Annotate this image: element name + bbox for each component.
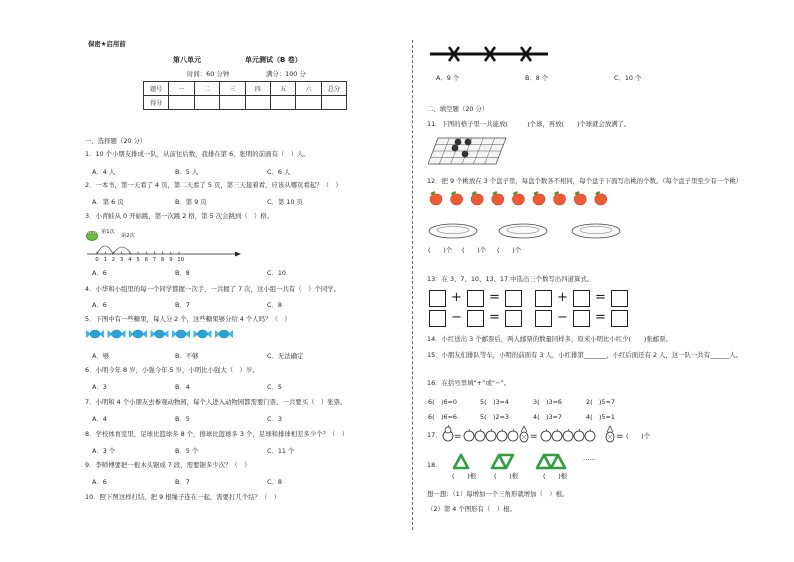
score-label: 满分：100 分	[266, 70, 306, 78]
option-b[interactable]: B．5	[175, 415, 190, 423]
apple-group	[464, 429, 518, 441]
number-line-tick-label: 0	[95, 257, 99, 262]
equals-sign: =	[454, 432, 462, 442]
score-input-cell[interactable]	[194, 96, 219, 110]
ball-icon	[452, 145, 459, 152]
equation-box[interactable]	[505, 290, 522, 307]
number-line-tick-label: 2	[111, 257, 116, 262]
candy-row-figure	[86, 327, 246, 341]
triangle-pattern-2	[492, 455, 513, 468]
option-c[interactable]: C．10	[267, 269, 286, 277]
jump-label-1: 第1次	[101, 229, 115, 235]
question-11: 11．下图的格子里一共能放( )个球，再放( )个球就会放满了。	[427, 120, 631, 128]
triangle-fill-blank[interactable]: ( )根	[543, 472, 568, 480]
number-line-tick-label: 6	[144, 257, 148, 262]
question-4: 4．小华和小组里的每一个同学都握一次手，一共握了 7 次，这小组一共有（ ）个同学。	[85, 285, 341, 293]
score-table-header-row	[144, 82, 347, 96]
question-8: 8．学校体育室里，足球比篮球多 8 个，排球比篮球多 3 个，足球和排球相差多少个？（ ）	[85, 430, 349, 438]
option-b[interactable]: B．7	[175, 301, 190, 309]
number-line-arrow	[235, 252, 241, 257]
option-c[interactable]: C．5	[267, 383, 282, 391]
score-cell: 五	[270, 82, 295, 96]
number-line-tick-label: 3	[120, 257, 124, 262]
option-a[interactable]: A．第 6 页	[92, 198, 124, 206]
equals-sign: =	[489, 310, 500, 325]
frog-number-line-figure	[85, 222, 245, 262]
score-input-cell[interactable]	[321, 96, 346, 110]
option-b[interactable]: B．5 人	[175, 168, 199, 176]
apple-icon	[563, 429, 573, 441]
peach-icon	[512, 191, 524, 205]
plate-row-figure	[428, 222, 628, 240]
minus-sign: −	[451, 310, 462, 325]
candy-icon	[108, 330, 126, 338]
candy-icon	[86, 330, 104, 338]
frog-icon	[87, 231, 98, 240]
score-cell: 题号	[144, 82, 169, 96]
option-b[interactable]: B．第 9 页	[175, 198, 207, 206]
number-line-tick-label: 10	[177, 257, 185, 262]
option-c[interactable]: C．3	[267, 415, 282, 423]
number-line-ticks	[95, 252, 184, 263]
equation-box[interactable]	[535, 310, 552, 327]
option-b[interactable]: B．8	[175, 269, 190, 277]
plate-fill-blank[interactable]: ( )个	[462, 246, 487, 254]
equation-box[interactable]	[467, 290, 484, 307]
question-15: 15．小朋友们排队等车，小明的前面有 3 人，小红排第_______，小红后面还有 2 人，这一队一共有______人。	[427, 351, 743, 359]
score-cell: 四	[245, 82, 270, 96]
candy-icon	[172, 330, 190, 338]
option-a[interactable]: A．够	[92, 352, 110, 360]
fruit-fill-blank[interactable]: ( )个	[626, 432, 651, 440]
option-c[interactable]: C．8	[267, 301, 282, 309]
triangle-fill-blank[interactable]: ( )根	[452, 472, 477, 480]
apple-icon	[574, 429, 584, 441]
option-b[interactable]: B．不够	[175, 352, 199, 360]
peaches	[430, 191, 607, 205]
plus-sign: +	[451, 290, 462, 305]
score-cell: 得分	[144, 96, 169, 110]
score-cell: 六	[296, 82, 321, 96]
score-input-cell[interactable]	[220, 96, 245, 110]
peach-icon	[554, 191, 566, 205]
apple-icon	[585, 429, 595, 441]
sign-blank[interactable]: 4( )5=1	[586, 413, 615, 421]
score-input-cell[interactable]	[270, 96, 295, 110]
apple-icon	[541, 429, 551, 441]
option-a[interactable]: A．4 人	[92, 168, 116, 176]
equation-box[interactable]	[535, 290, 552, 307]
equation-box[interactable]	[429, 310, 446, 327]
number-line-tick-label: 8	[161, 257, 165, 262]
option-c[interactable]: C．6 人	[267, 168, 291, 176]
peach-icon	[492, 191, 504, 205]
secret-label: 保密★启用前	[88, 40, 126, 48]
number-line-tick-label: 4	[128, 257, 132, 262]
peach-icon	[430, 191, 442, 205]
option-c[interactable]: C．10 个	[614, 74, 642, 82]
peach-row-figure	[428, 190, 618, 206]
question-9: 9．李师傅要把一根木头锯成 7 段，需要锯多少次？（ ）	[85, 461, 251, 469]
option-b[interactable]: B．4	[175, 383, 190, 391]
score-cell: 三	[220, 82, 245, 96]
equals-sign: =	[530, 432, 538, 442]
question-16: 16．在括号里填“+”或“−”。	[427, 379, 511, 387]
option-a[interactable]: A．9 个	[436, 74, 460, 82]
option-a[interactable]: A．3	[92, 383, 107, 391]
option-b[interactable]: B．5 个	[175, 447, 199, 455]
sign-blank[interactable]: 5( )3=4	[480, 398, 509, 406]
apple-icon	[475, 429, 485, 441]
option-c[interactable]: C．无法确定	[267, 352, 304, 360]
apple-group	[541, 429, 595, 441]
think-question-2: （2）第 4 个图形有（ ）根。	[427, 505, 516, 513]
option-a[interactable]: A．6	[92, 301, 107, 309]
score-cell: 二	[194, 82, 219, 96]
option-a[interactable]: A．6	[92, 478, 107, 486]
question-17: 17．	[427, 431, 442, 439]
sign-blank[interactable]: 2( )5=7	[586, 398, 615, 406]
equation-box[interactable]	[611, 290, 628, 307]
jump-label-2: 第2次	[121, 233, 135, 239]
triangle-pattern-1	[454, 455, 468, 468]
plate-icon	[429, 224, 477, 238]
question-2: 2．一本书，第一天看了 4 页，第二天看了 5 页，第三天接着看，应该从哪页看起？（ ）	[85, 181, 342, 189]
option-a[interactable]: A．4	[92, 415, 107, 423]
sign-blank[interactable]: 4( )3=7	[533, 413, 562, 421]
number-line-tick-label: 9	[169, 257, 173, 262]
triangle-pattern-3	[537, 455, 565, 468]
option-c[interactable]: C．第 10 页	[267, 198, 303, 206]
question-5: 5．下图中有一些糖果，每人分 2 个，这些糖果够分给 4 个人吗？（ ）	[85, 315, 291, 323]
sign-blank[interactable]: 6( )6=0	[428, 398, 457, 406]
section-choice-title: 一、选择题（20 分）	[85, 137, 147, 145]
pineapple-icon	[520, 426, 528, 442]
peach-icon	[533, 191, 545, 205]
question-14: 14．小红送出 3 个邮票后，两人邮票的数量同样多，原来小明比小红少( )张邮票。	[427, 335, 672, 343]
apple-icon	[508, 429, 518, 441]
ball-icon	[465, 139, 472, 146]
apple-icon	[552, 429, 562, 441]
apple-icon	[497, 429, 507, 441]
think-question-1: 想一想：（1）每增加一个三角形就增加（ ）根。	[427, 490, 569, 498]
score-input-cell[interactable]	[245, 96, 270, 110]
minus-sign: −	[557, 310, 568, 325]
equation-box[interactable]	[573, 290, 590, 307]
question-12: 12．把 9 个桃放在 3 个盘子里，每盘个数各不相同，每个盘子下面写出桃的个数。（每个盘子里至少有一个桃）	[427, 177, 743, 185]
unit-title: 第八单元	[173, 56, 201, 64]
equals-sign: =	[595, 310, 606, 325]
sign-blank[interactable]: 5( )2=3	[480, 413, 509, 421]
number-line-tick-label: 1	[103, 257, 107, 262]
score-cell: 一	[169, 82, 194, 96]
triangle-fill-blank[interactable]: ( )根	[494, 472, 519, 480]
question-10: 10．照下图这样打结，把 9 根绳子连在一起，需要打几个结？（ ）	[85, 493, 281, 501]
score-cell: 总分	[321, 82, 346, 96]
peach-icon	[471, 191, 483, 205]
plate-icon	[499, 224, 547, 238]
candy-icon	[151, 330, 169, 338]
plate-fill-blank[interactable]: ( )个	[497, 246, 522, 254]
candy-icon	[215, 330, 233, 338]
dots: ……	[583, 454, 596, 462]
option-a[interactable]: A．3 个	[92, 447, 116, 455]
option-b[interactable]: B．7	[175, 478, 190, 486]
option-c[interactable]: C．11 个	[267, 447, 295, 455]
ball-icon	[462, 151, 469, 158]
peach-icon	[574, 191, 586, 205]
candy-icon	[129, 330, 147, 338]
score-input-cell[interactable]	[169, 96, 194, 110]
fruit-equation-figure	[440, 424, 650, 444]
candies	[86, 330, 233, 338]
sign-blank[interactable]: 6( )6=6	[428, 413, 457, 421]
question-1: 1．10 个小朋友排成一队，从前往后数，我排在第 6，张明的前面有（ ）人。	[85, 150, 310, 158]
ball-icon	[455, 139, 462, 146]
equals-sign: =	[489, 290, 500, 305]
jump-arc-2	[113, 247, 131, 254]
candy-icon	[194, 330, 212, 338]
option-a[interactable]: A．6	[92, 269, 107, 277]
equation-box[interactable]	[573, 310, 590, 327]
equation-box[interactable]	[467, 310, 484, 327]
matchstick-triangles-figure	[452, 452, 582, 470]
equation-box[interactable]	[505, 310, 522, 327]
section-fill-title: 二、填空题（20 分）	[427, 105, 489, 113]
question-18: 18．	[427, 461, 442, 469]
plus-sign: +	[557, 290, 568, 305]
number-line-tick-label: 7	[152, 257, 157, 262]
apple-icon	[464, 429, 474, 441]
plate-fill-blank[interactable]: ( )个	[428, 246, 453, 254]
score-table-score-row	[144, 96, 347, 110]
equation-box[interactable]	[429, 290, 446, 307]
peach-icon	[595, 191, 607, 205]
score-input-cell[interactable]	[296, 96, 321, 110]
ball-grid-figure	[428, 134, 508, 168]
number-line-tick-label: 5	[136, 257, 140, 262]
question-6: 6．小明今年 8 岁，小强今年 5 岁，小明比小强大（ ）岁。	[85, 366, 259, 374]
pineapple-icon	[606, 426, 614, 442]
plate-icon	[572, 224, 620, 238]
fold-line	[412, 40, 413, 530]
peach-icon	[451, 191, 463, 205]
apple-icon	[486, 429, 496, 441]
question-13: 13．在 3、7、10、13、17 中选出三个数写出四道算式。	[427, 275, 594, 283]
sign-blank[interactable]: 3( )3=6	[533, 398, 562, 406]
pear-icon	[443, 425, 453, 441]
rope-knot-figure	[428, 44, 552, 64]
option-c[interactable]: C．8	[267, 478, 282, 486]
equals-sign: =	[595, 290, 606, 305]
score-table	[143, 81, 347, 110]
question-3: 3．小青蛙从 0 开始跳，第一次跳 2 格，第 5 次会跳到（ ）格。	[85, 212, 274, 220]
option-b[interactable]: B．8 个	[525, 74, 549, 82]
test-title: 单元测试（B 卷）	[245, 56, 302, 64]
equation-box[interactable]	[611, 310, 628, 327]
question-7: 7．小明和 4 个小朋友去参观动物园，每个人进入动物园都需要门票，一共要买（ ）张票。	[85, 398, 347, 406]
equals-sign: =	[616, 432, 624, 442]
time-label: 时间：60 分钟	[187, 70, 230, 78]
